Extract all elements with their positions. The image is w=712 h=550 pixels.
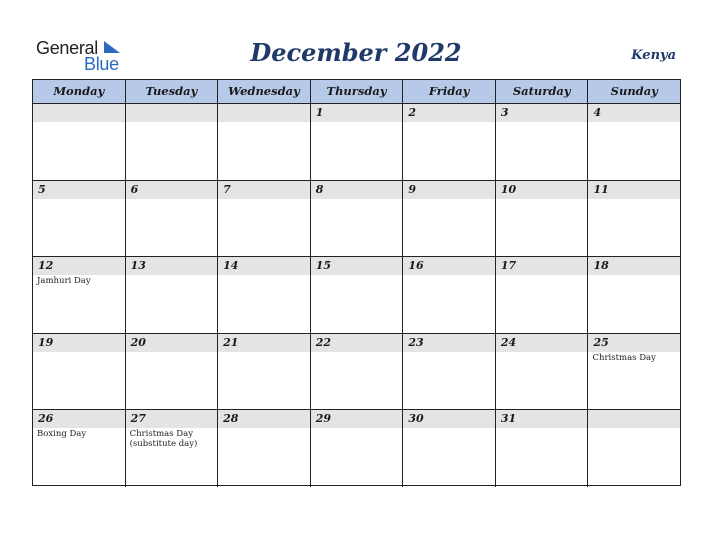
day-number-band: [126, 104, 218, 122]
week-row: [33, 104, 680, 181]
day-number-band: [33, 257, 125, 275]
day-number: 30: [408, 412, 424, 426]
day-cell: [588, 181, 680, 257]
day-number-band: [403, 334, 495, 352]
day-number-band: [588, 334, 680, 352]
day-cell: [311, 334, 404, 410]
week-row: [33, 410, 680, 487]
day-number-band: [33, 410, 125, 428]
day-number-band: [588, 410, 680, 428]
day-number: 9: [408, 182, 416, 196]
day-cell: [311, 410, 404, 487]
day-number: 10: [500, 182, 517, 196]
day-cell: [496, 334, 589, 410]
day-cell: [403, 257, 496, 333]
day-number-band: [218, 104, 310, 122]
day-number-band: [403, 410, 495, 428]
day-number: 17: [500, 259, 517, 273]
day-number: 6: [130, 182, 139, 196]
weekday-header: Tuesday: [126, 80, 219, 103]
day-cell: [218, 257, 311, 333]
day-cell: [126, 104, 219, 180]
day-cell: [403, 334, 496, 410]
day-cell: [588, 410, 680, 487]
day-number: 20: [130, 335, 146, 349]
page-title: December 2022: [250, 38, 462, 67]
day-number: 29: [315, 412, 332, 426]
day-number-band: [126, 181, 218, 199]
holiday-label: Christmas Day: [592, 352, 656, 363]
day-number: 13: [130, 259, 146, 273]
day-number: 12: [38, 259, 54, 273]
day-number-band: [496, 334, 588, 352]
day-number-band: [588, 181, 680, 199]
day-cell: [218, 181, 311, 257]
day-number-band: [403, 257, 495, 275]
day-number: 7: [223, 182, 231, 196]
day-number: 27: [130, 412, 146, 426]
logo-general-text: General: [36, 38, 98, 58]
day-number-band: [311, 181, 403, 199]
week-row: [33, 181, 680, 258]
weekday-header: Monday: [33, 80, 126, 103]
day-number-band: [33, 104, 125, 122]
day-number-band: [496, 181, 588, 199]
day-cell: [33, 104, 126, 180]
day-cell: [496, 181, 589, 257]
day-number: 19: [38, 335, 54, 349]
day-number: 24: [500, 335, 517, 349]
day-number: 11: [593, 182, 609, 196]
day-cell: [588, 334, 680, 410]
day-number-band: [218, 334, 310, 352]
week-row: [33, 257, 680, 334]
weekday-header: Thursday: [311, 80, 404, 103]
day-number: 14: [223, 259, 239, 273]
day-number: 2: [408, 106, 416, 119]
day-cell: [126, 257, 219, 333]
day-number-band: [403, 104, 495, 122]
day-number-band: [496, 257, 588, 275]
day-number-band: [33, 181, 125, 199]
day-number: 28: [223, 412, 239, 426]
day-number-band: [311, 410, 403, 428]
day-number: 26: [38, 412, 54, 426]
holiday-label: Jamhuri Day: [37, 276, 91, 287]
day-number: 22: [315, 335, 332, 349]
day-cell: [311, 181, 404, 257]
day-cell: [33, 410, 126, 487]
day-number: 21: [223, 335, 239, 349]
day-cell: [218, 104, 311, 180]
day-cell: [126, 334, 219, 410]
day-number-band: [33, 334, 125, 352]
day-number: 16: [408, 259, 424, 273]
day-number: 23: [408, 335, 424, 349]
day-number-band: [588, 104, 680, 122]
calendar-grid: [32, 79, 681, 486]
day-cell: [403, 410, 496, 487]
week-row: [33, 334, 680, 411]
day-number-band: [218, 410, 310, 428]
day-number: 1: [315, 106, 324, 119]
day-number-band: [126, 334, 218, 352]
day-number: 5: [38, 182, 46, 196]
logo-blue-text: Blue: [84, 54, 119, 74]
day-cell: [403, 104, 496, 180]
day-cell: [311, 104, 404, 180]
day-cell: [33, 181, 126, 257]
day-cell: [126, 410, 219, 487]
day-number-band: [496, 104, 588, 122]
day-cell: [496, 257, 589, 333]
weekday-header: Friday: [403, 80, 496, 103]
day-cell: [218, 410, 311, 487]
day-number-band: [403, 181, 495, 199]
weekday-header: Saturday: [496, 80, 589, 103]
day-number-band: [126, 257, 218, 275]
weekday-header-row: [33, 80, 680, 104]
day-cell: [33, 334, 126, 410]
day-cell: [496, 410, 589, 487]
day-number: 3: [500, 106, 509, 119]
day-number-band: [496, 410, 588, 428]
day-cell: [311, 257, 404, 333]
day-cell: [496, 104, 589, 180]
day-number: 8: [315, 182, 324, 196]
day-cell: [588, 104, 680, 180]
holiday-label: Boxing Day: [37, 429, 87, 440]
day-number: 18: [593, 259, 609, 273]
day-cell: [33, 257, 126, 333]
day-number-band: [218, 181, 310, 199]
country-label: Kenya: [631, 48, 676, 63]
day-number-band: [311, 104, 403, 122]
weekday-header: Wednesday: [218, 80, 311, 103]
calendar-weeks: [33, 104, 680, 487]
day-number-band: [311, 257, 403, 275]
day-number-band: [126, 410, 218, 428]
weekday-header: Sunday: [610, 84, 658, 98]
day-cell: [588, 257, 680, 333]
day-cell: [403, 181, 496, 257]
holiday-label: Christmas Day (substitute day): [129, 429, 198, 450]
day-number: 31: [500, 412, 517, 426]
day-number-band: [588, 257, 680, 275]
day-number: 4: [593, 106, 602, 119]
day-cell: [126, 181, 219, 257]
day-cell: [218, 334, 311, 410]
day-number-band: [218, 257, 310, 275]
day-number: 15: [315, 259, 332, 273]
day-number: 25: [593, 335, 609, 349]
day-number-band: [311, 334, 403, 352]
